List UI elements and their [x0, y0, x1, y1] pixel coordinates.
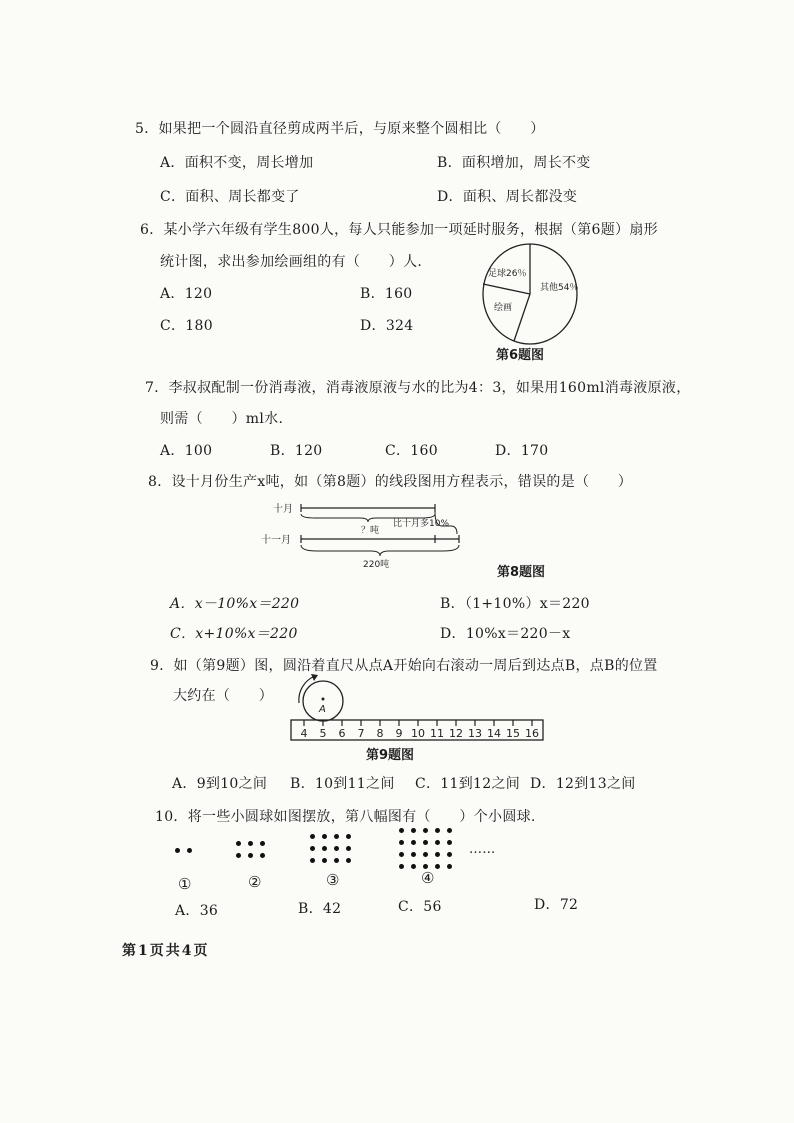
ruler-tick-label: 6 — [338, 727, 346, 740]
ball-dot — [447, 852, 452, 857]
ruler-tick-label: 9 — [395, 727, 403, 740]
ball-dot — [248, 853, 253, 858]
ball-dot — [411, 864, 416, 869]
q9-stem-line2: 大约在（ ） — [173, 688, 274, 704]
q5-option-d: D．面积、周长都没变 — [437, 189, 578, 205]
ball-dot — [310, 858, 315, 863]
ball-dot — [310, 846, 315, 851]
ruler-tick-label: 13 — [468, 727, 482, 740]
ruler-tick-label: 14 — [487, 727, 501, 740]
q6-stem-line1: 6．某小学六年级有学生800人，每人只能参加一项延时服务，根据（第6题）扇形 — [140, 222, 658, 238]
q7-option-a: A．100 — [160, 443, 213, 459]
figure-label-1: ① — [178, 875, 192, 893]
total-label: 220吨 — [363, 560, 390, 570]
q7-stem-line1: 7．李叔叔配制一份消毒液，消毒液原液与水的比为4：3，如果用160ml消毒液原液， — [145, 380, 691, 396]
more-label: 比十月多10% — [393, 519, 450, 529]
ball-dot — [236, 853, 241, 858]
q5-option-b: B．面积增加，周长不变 — [437, 155, 591, 171]
ruler-tick-label: 4 — [300, 727, 308, 740]
q7-stem-line2: 则需（ ）ml水. — [160, 411, 284, 427]
q10-option-d: D．72 — [534, 897, 579, 913]
ball-dot — [447, 864, 452, 869]
ball-dot — [447, 828, 452, 833]
point-a-label: A — [319, 704, 326, 715]
ruler-tick-label: 12 — [449, 727, 463, 740]
ball-dot — [423, 828, 428, 833]
ruler-ticks — [301, 720, 540, 740]
pie-divider-left — [483, 284, 530, 294]
ball-dot — [260, 841, 265, 846]
ball-dot — [322, 858, 327, 863]
q9-caption: 第9题图 — [366, 748, 415, 763]
q6-caption: 第6题图 — [496, 348, 545, 363]
q9-option-c: C．11到12之间 — [415, 776, 521, 792]
q6-option-c: C．180 — [160, 318, 213, 334]
ball-dot — [399, 864, 404, 869]
ball-dot — [411, 840, 416, 845]
ball-dot — [447, 840, 452, 845]
pie-divider-bottom — [514, 294, 530, 341]
ball-dot — [346, 858, 351, 863]
q6-option-d: D．324 — [360, 318, 414, 334]
ball-dot — [248, 841, 253, 846]
q10-ellipsis: …… — [469, 842, 496, 857]
ball-dot — [411, 852, 416, 857]
unknown-label: ？吨 — [361, 526, 380, 536]
ball-dot — [187, 848, 192, 853]
q5-stem: 5．如果把一个圆沿直径剪成两半后，与原来整个圆相比（ ） — [135, 121, 545, 137]
ruler-tick-label: 5 — [319, 727, 327, 740]
q8-line-diagram — [255, 495, 470, 577]
rolling-circle — [303, 681, 343, 721]
q5-option-c: C．面积、周长都变了 — [160, 189, 300, 205]
ruler-tick-label: 10 — [411, 727, 425, 740]
q8-option-d: D．10%x＝220－x — [440, 626, 571, 642]
ball-dot — [435, 864, 440, 869]
ball-dot — [310, 834, 315, 839]
pie-label-drawing: 绘画 — [494, 303, 513, 313]
q9-option-a: A．9到10之间 — [172, 776, 268, 792]
q8-option-c: C．x+10%x＝220 — [170, 626, 298, 642]
pie-label-football: 足球26％ — [488, 269, 527, 279]
q9-option-d: D．12到13之间 — [530, 776, 636, 792]
ball-dot — [399, 852, 404, 857]
ball-dot — [334, 858, 339, 863]
ball-dot — [334, 834, 339, 839]
figure-label-4: ④ — [421, 869, 435, 887]
ball-dot — [435, 840, 440, 845]
ball-dot — [175, 848, 180, 853]
q7-option-b: B．120 — [270, 443, 323, 459]
q7-option-d: D．170 — [495, 443, 549, 459]
q9-stem-line1: 9．如（第9题）图，圆沿着直尺从点A开始向右滚动一周后到达点B，点B的位置 — [150, 658, 658, 674]
ball-dot — [435, 852, 440, 857]
ball-dot — [346, 834, 351, 839]
q7-option-c: C．160 — [385, 443, 438, 459]
ruler-tick-label: 15 — [506, 727, 520, 740]
q5-option-a: A．面积不变，周长增加 — [160, 155, 314, 171]
nov-brace — [301, 545, 459, 556]
ball-dot — [411, 828, 416, 833]
q10-option-c: C．56 — [398, 899, 442, 915]
ball-dot — [399, 828, 404, 833]
oct-label: 十月 — [273, 504, 293, 515]
ball-dot — [423, 852, 428, 857]
q6-option-b: B．160 — [360, 286, 413, 302]
q8-option-b: B．（1+10%）x＝220 — [440, 596, 590, 612]
nov-label: 十一月 — [261, 535, 291, 546]
circle-center — [322, 698, 325, 701]
q9-option-b: B．10到11之间 — [290, 776, 395, 792]
q8-stem: 8．设十月份生产x吨，如（第8题）的线段图用方程表示，错误的是（ ） — [148, 474, 633, 490]
ball-dot — [322, 846, 327, 851]
pie-label-other: 其他54％ — [540, 283, 579, 293]
ball-dot — [236, 841, 241, 846]
page-footer: 第1页共4页 — [122, 943, 210, 959]
ruler-tick-label: 8 — [376, 727, 384, 740]
q8-caption: 第8题图 — [497, 565, 546, 580]
figure-label-3: ③ — [326, 871, 340, 889]
q6-stem-line2: 统计图，求出参加绘画组的有（ ）人. — [160, 254, 423, 270]
ball-dot — [260, 853, 265, 858]
q6-option-a: A．120 — [160, 286, 213, 302]
ball-dot — [322, 834, 327, 839]
q10-option-a: A．36 — [175, 903, 219, 919]
q8-option-a: A．x－10%x＝220 — [170, 596, 300, 612]
bleed-through-text — [598, 120, 610, 137]
q10-stem: 10．将一些小圆球如图摆放，第八幅图有（ ）个小圆球. — [155, 809, 536, 825]
figure-label-2: ② — [248, 873, 262, 891]
ruler-tick-label: 16 — [525, 727, 539, 740]
ball-dot — [435, 828, 440, 833]
q6-pie-chart — [470, 238, 590, 348]
ball-dot — [399, 840, 404, 845]
ruler-tick-label: 11 — [430, 727, 444, 740]
ball-dot — [423, 840, 428, 845]
ball-dot — [334, 846, 339, 851]
q9-ruler-diagram — [287, 670, 547, 746]
q10-option-b: B．42 — [298, 901, 342, 917]
ruler-tick-label: 7 — [357, 727, 365, 740]
ball-dot — [346, 846, 351, 851]
